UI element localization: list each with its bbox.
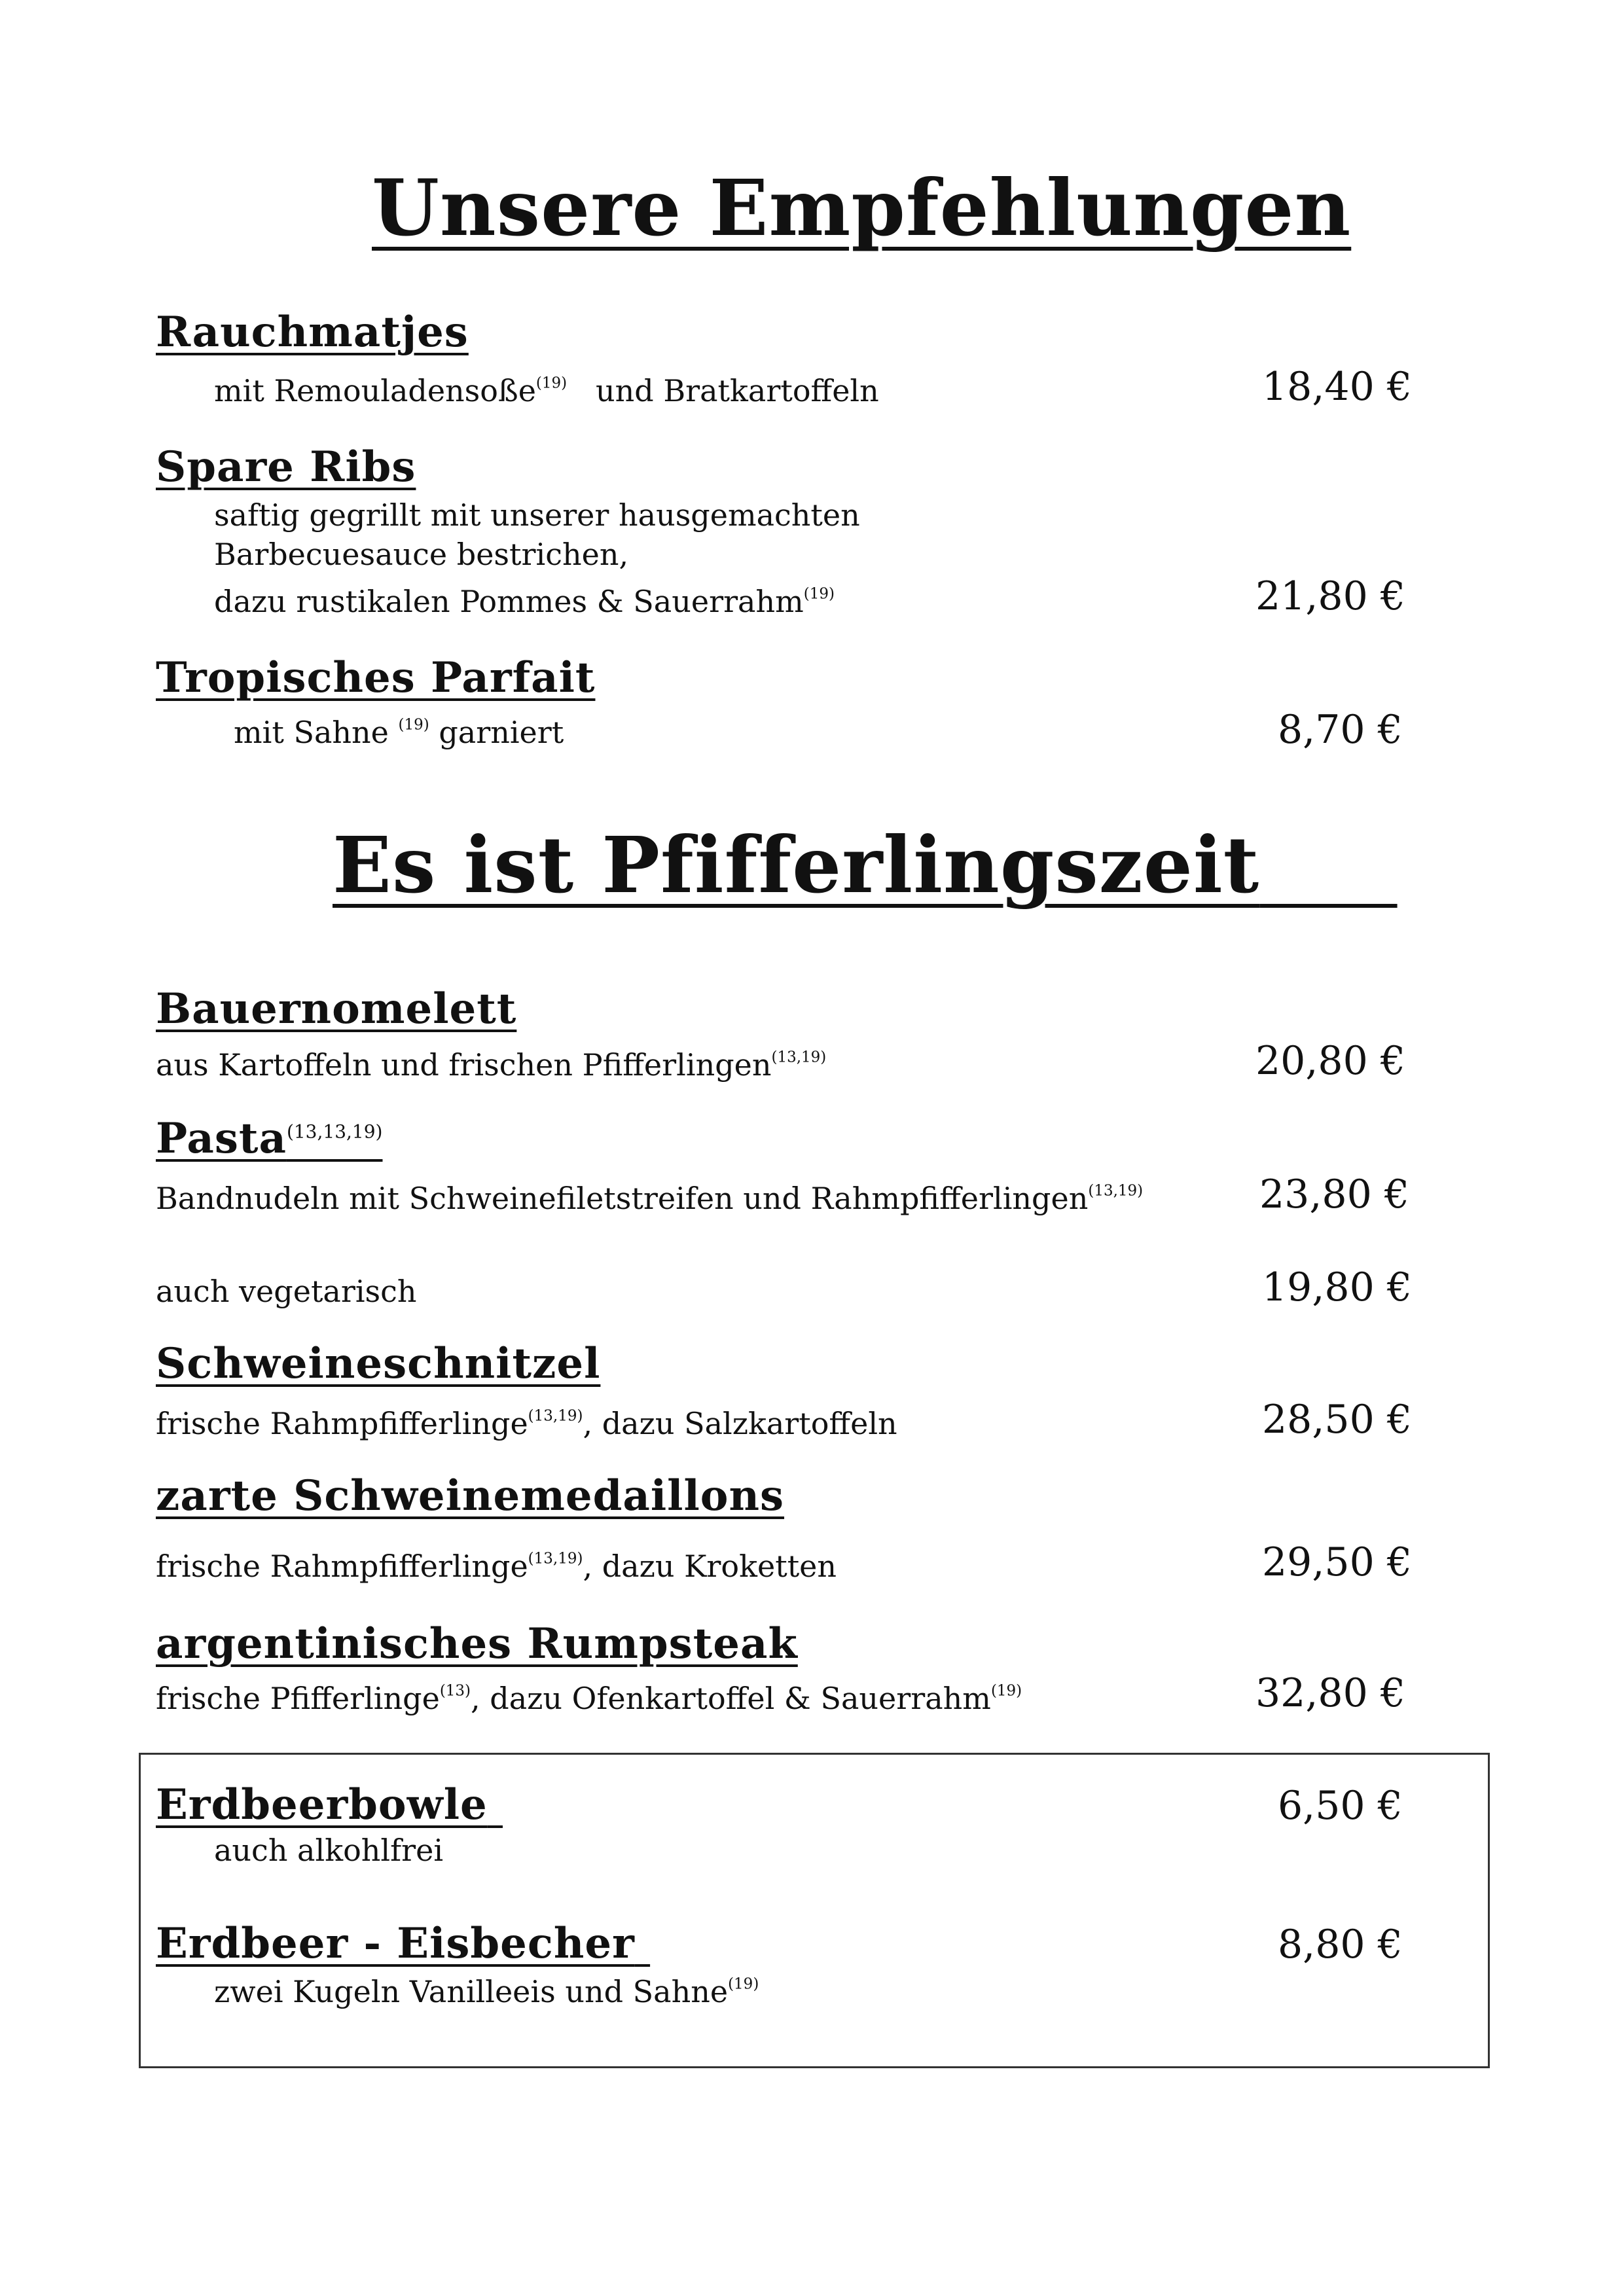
dish-price: 32,80 €: [1255, 1670, 1406, 1716]
dish-name: argentinisches Rumpsteak: [156, 1619, 798, 1668]
dish-description-line1: saftig gegrillt mit unserer hausgemachten: [214, 497, 860, 533]
title-underline-extension: [1259, 819, 1397, 910]
dish-name: Rauchmatjes: [156, 308, 469, 357]
section-title-empfehlungen: Unsere Empfehlungen: [372, 162, 1352, 253]
dish-variant-price: 19,80 €: [1262, 1265, 1413, 1310]
dish-price: 29,50 €: [1262, 1539, 1413, 1585]
allergen-note: (13,19): [528, 1407, 583, 1425]
dish-description: auch alkohlfrei: [214, 1833, 444, 1868]
dish-variant-label: auch vegetarisch: [156, 1274, 417, 1309]
dish-name: zarte Schweinemedaillons: [156, 1471, 785, 1520]
dish-name: Tropisches Parfait: [156, 653, 596, 702]
allergen-note: (19): [990, 1682, 1022, 1700]
dish-description: zwei Kugeln Vanilleeis und Sahne$^{(19)}$: [214, 1974, 759, 2009]
dish-price: 28,50 €: [1262, 1397, 1413, 1443]
dish-description: frische Rahmpfifferlinge$^{(13,19)}$, dazu Kroketten: [156, 1549, 837, 1584]
allergen-note: (13,19): [1088, 1182, 1144, 1200]
dish-price: 18,40 €: [1262, 364, 1413, 410]
allergen-note: (19): [803, 585, 835, 603]
dish-name: Erdbeerbowle: [156, 1780, 488, 1829]
dish-price: 20,80 €: [1255, 1038, 1406, 1084]
dish-price: 6,50 €: [1278, 1783, 1403, 1829]
allergen-note: (13): [439, 1682, 471, 1700]
allergen-note: (13,19): [528, 1550, 583, 1568]
dish-price: 23,80 €: [1259, 1172, 1410, 1217]
dish-description-line3: dazu rustikalen Pommes & Sauerrahm$^{(19)}$: [214, 584, 835, 619]
dish-description: mit Sahne $^{(19)}$ garniert: [234, 715, 564, 750]
allergen-note: (19): [535, 374, 568, 392]
dish-description: Bandnudeln mit Schweinefiletstreifen und Rahmpfifferlingen$^{(13,19)}$: [156, 1181, 1144, 1216]
allergen-note: (13,13,19): [286, 1121, 383, 1143]
dish-name: Bauernomelett: [156, 984, 517, 1033]
dish-name: Erdbeer - Eisbecher: [156, 1919, 635, 1968]
dish-price: 8,80 €: [1278, 1922, 1403, 1967]
dish-description: mit Remouladensoße$^{(19)}$ und Bratkartoffeln: [214, 373, 879, 408]
dish-name: Spare Ribs: [156, 442, 416, 492]
dish-name: Pasta$^{(13,13,19)}$: [156, 1114, 383, 1163]
dish-description: frische Rahmpfifferlinge$^{(13,19)}$, dazu Salzkartoffeln: [156, 1406, 897, 1441]
dish-price: 21,80 €: [1255, 573, 1406, 619]
dish-description: frische Pfifferlinge$^{(13)}$, dazu Ofenkartoffel & Sauerrahm$^{(19)}$: [156, 1681, 1022, 1716]
section-title-pfifferlingszeit: Es ist Pfifferlingszeit: [333, 819, 1398, 910]
allergen-note: (19): [728, 1975, 759, 1993]
dish-price: 8,70 €: [1278, 707, 1403, 753]
dish-description-line2: Barbecuesauce bestrichen,: [214, 537, 629, 572]
allergen-note: (13,19): [771, 1049, 827, 1066]
allergen-note: (19): [398, 716, 429, 734]
dish-description: aus Kartoffeln und frischen Pfifferlingen$^{(13,19)}$: [156, 1047, 827, 1083]
dish-name: Schweineschnitzel: [156, 1339, 601, 1388]
